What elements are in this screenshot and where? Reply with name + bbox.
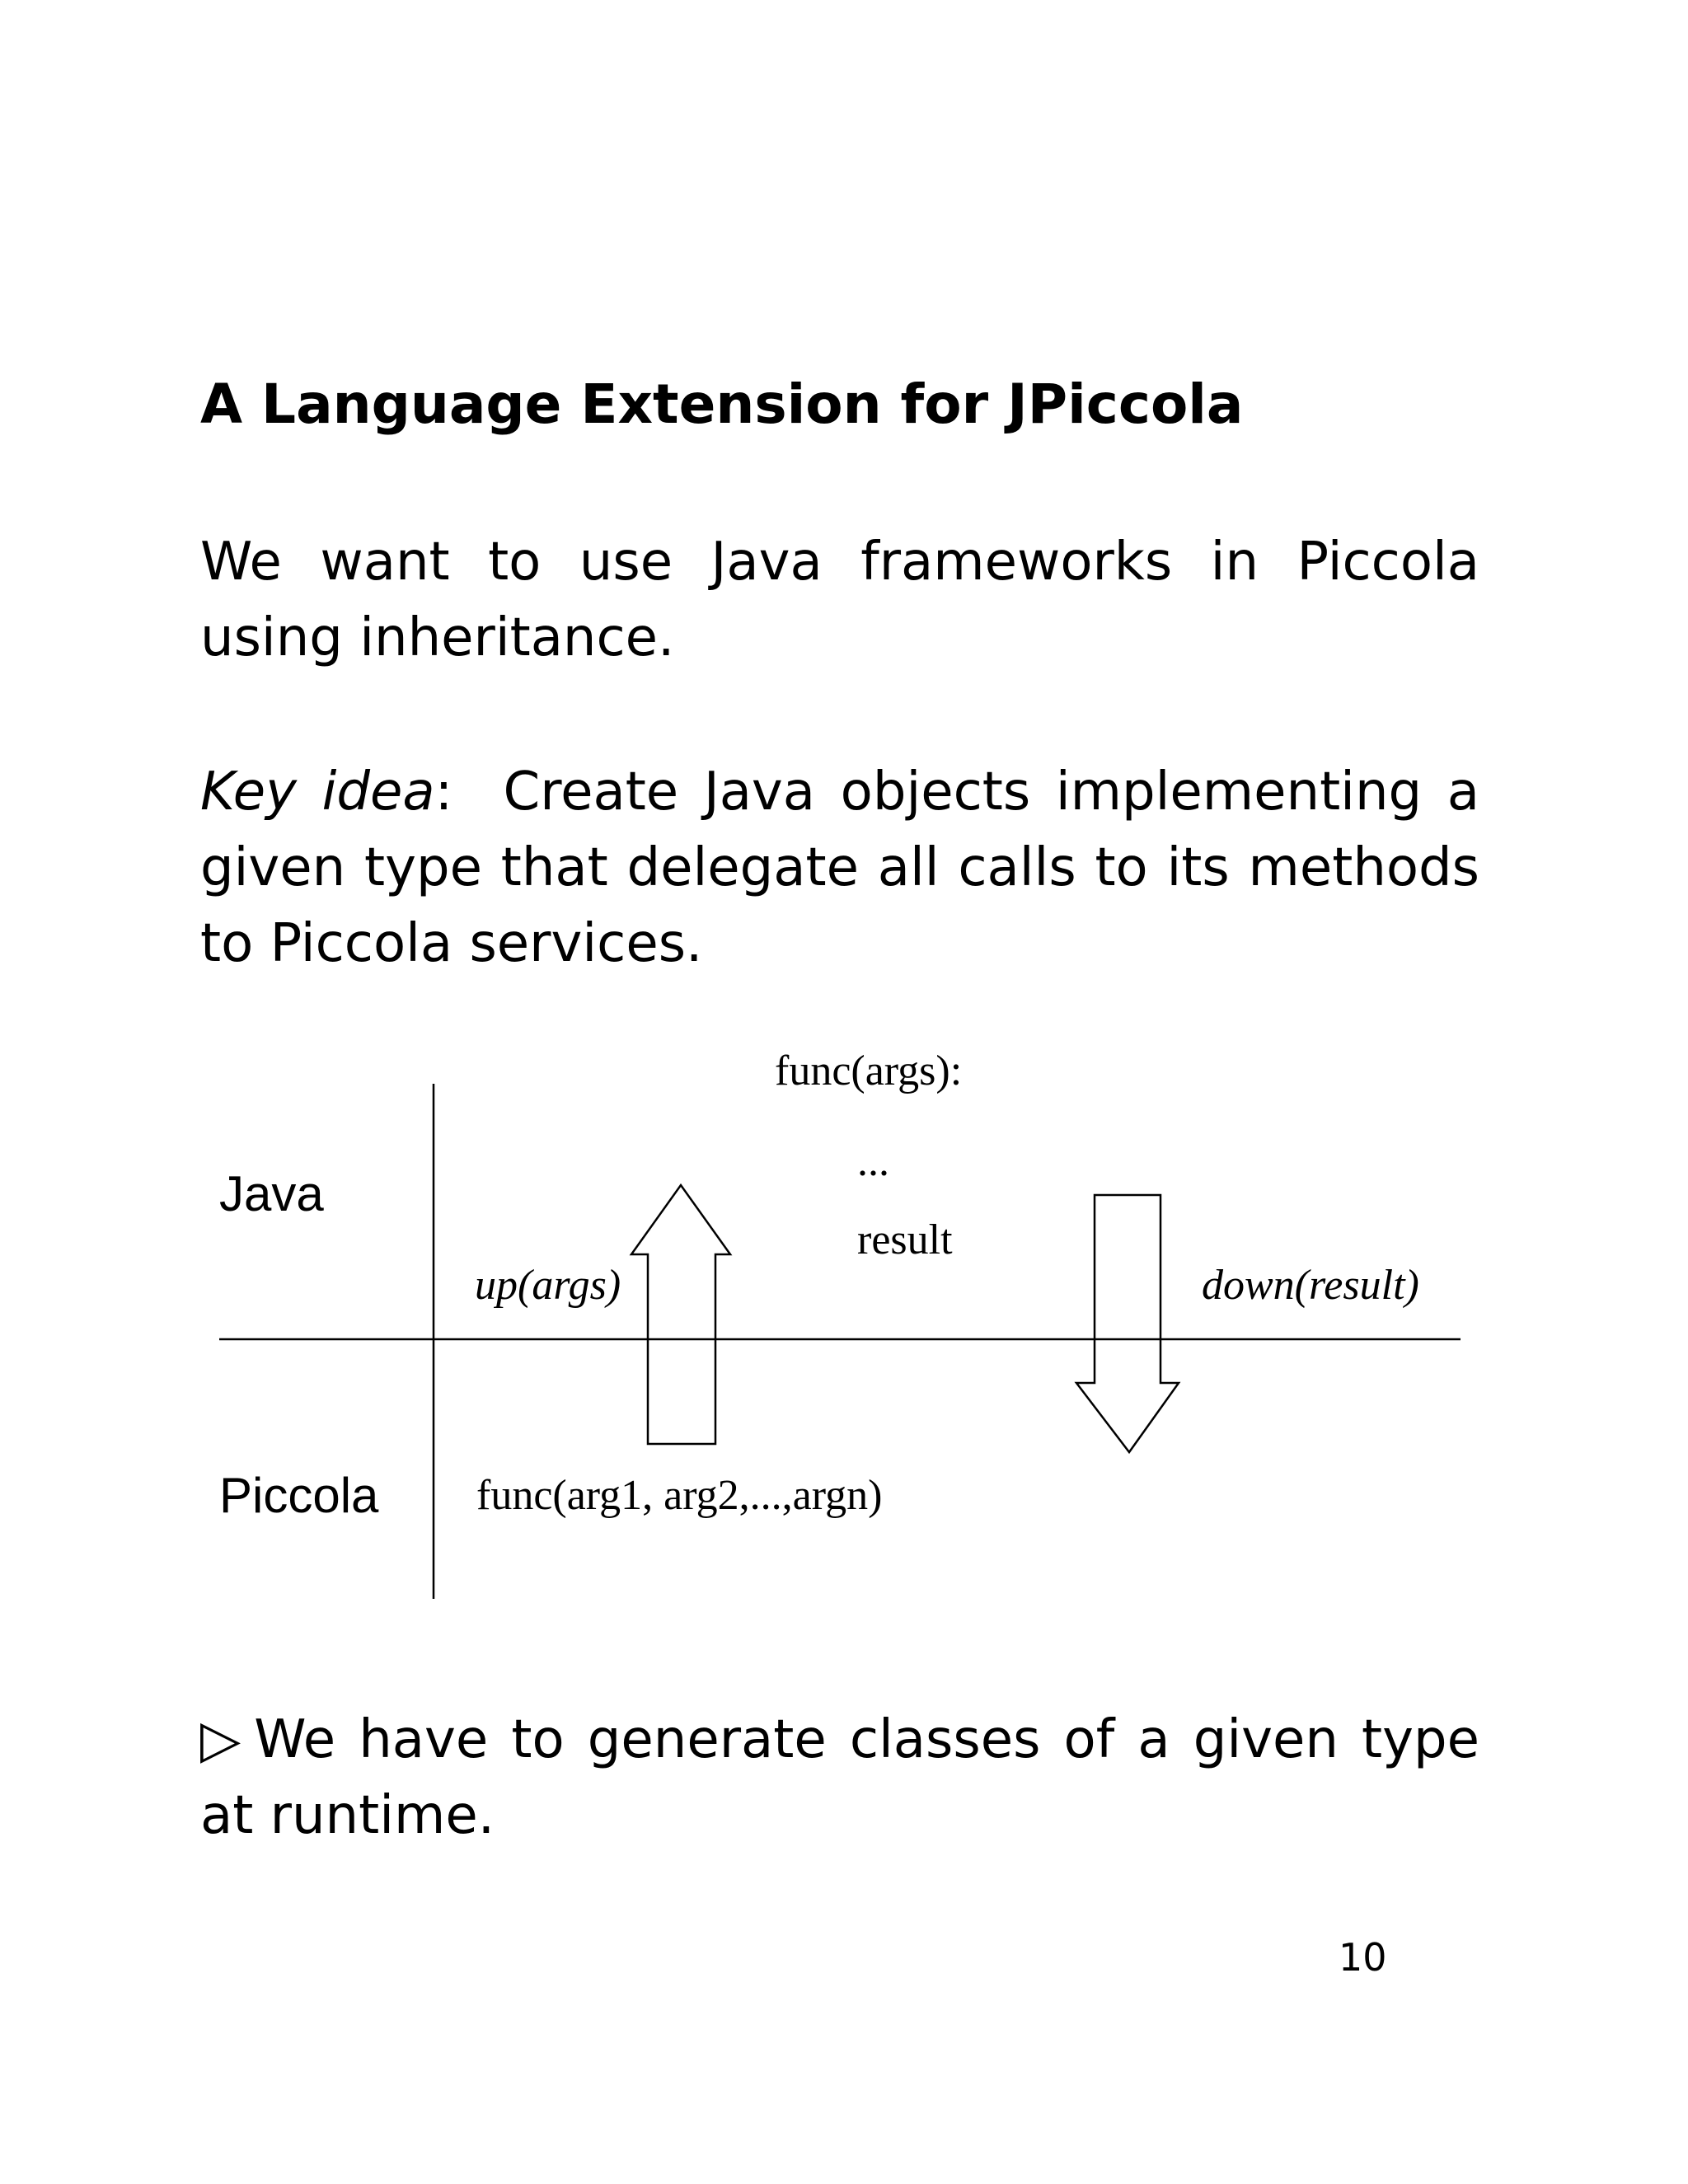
java-layer-label: Java [219, 1166, 324, 1221]
bullet-point [200, 1702, 1479, 1854]
paragraph-intro: We want to use Java frameworks in Piccola using inheritance. [200, 532, 1479, 668]
slide-title: A Language Extension for JPiccola [200, 373, 1244, 436]
up-arrow-icon [631, 1185, 730, 1444]
triangle-bullet-icon: ▷ [200, 1709, 241, 1770]
java-method-signature: func(args): [775, 1047, 963, 1094]
page-number: 10 [1339, 1935, 1387, 1980]
method-result: result [857, 1216, 953, 1263]
down-result-label: down(result) [1202, 1262, 1419, 1309]
piccola-layer-label: Piccola [219, 1468, 379, 1523]
method-body-ellipsis: ... [857, 1138, 889, 1185]
key-idea-text: Create Java objects implementing a given type that delegate all calls to its methods to Piccola services. [200, 762, 1480, 974]
key-idea-emphasis: Key idea [200, 762, 435, 823]
bullet-text: We have to generate classes of a given type at runtime. [200, 1709, 1479, 1846]
down-arrow-icon [1076, 1195, 1179, 1452]
piccola-function-call: func(arg1, arg2,...,argn) [476, 1472, 883, 1519]
key-idea-colon: : [434, 762, 453, 823]
up-args-label: up(args) [475, 1262, 621, 1309]
